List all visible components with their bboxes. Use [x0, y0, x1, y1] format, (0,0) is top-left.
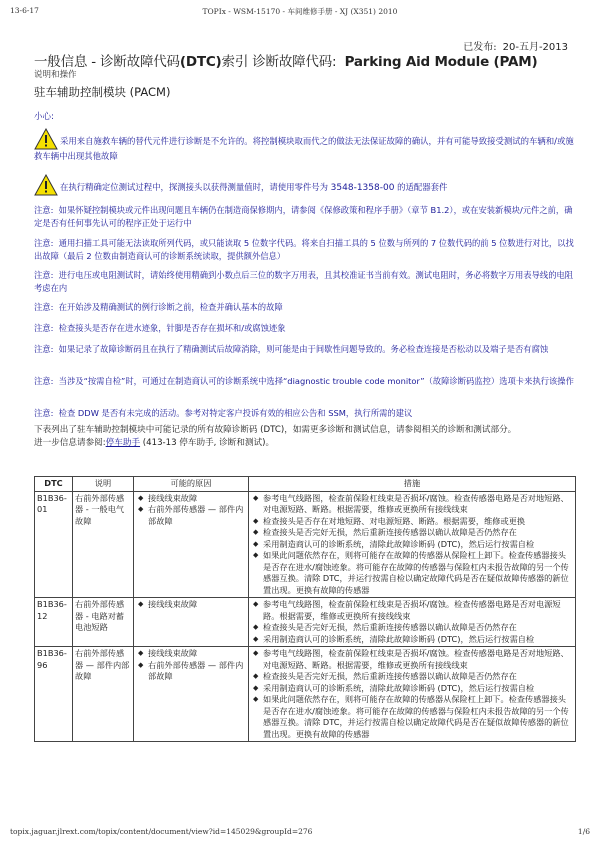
cause-item: ◆ 右前外部传感器 — 部件内部故障 — [136, 504, 246, 527]
action-item: ◆ 参考电气线路图，检查前保险杠线束是否损坏/腐蚀。检查传感器电路是否对地短路、对电源短路、断路。根据需要，维修或更换所有接线线束 — [251, 493, 573, 516]
action-item: ◆ 采用制造商认可的诊断系统，清除此故障诊断码 (DTC)，然后运行按需自检 — [251, 539, 573, 551]
col-header-description: 说明 — [73, 477, 134, 492]
title-dtc: (DTC) — [179, 54, 222, 70]
note-3: 注意: 进行电压或电阻测试时，请始终使用精确到小数点后三位的数字万用表，且其校准证书当前有效。测试电阻时，务必将数字万用表导线的电阻考虑在内 — [34, 270, 574, 293]
note-4: 注意: 在开始涉及精确测试的例行诊断之前，检查并确认基本的故障 — [34, 302, 283, 312]
note-1: 注意: 如果怀疑控制模块或元件出现问题且车辆仍在制造商保修期内，请参阅《保修政策和程序手册》（章节 B1.2），或在安装新模块/元件之前，确定是否有任何事先认可的程序正处于运行中 — [34, 205, 573, 228]
table-row — [35, 647, 576, 742]
title-middle: 索引 诊断故障代码: — [221, 54, 337, 70]
title-prefix: 一般信息 - 诊断故障代码 — [34, 54, 180, 70]
table-header-row — [35, 477, 576, 492]
dtc-code: B1B36-96 — [35, 647, 73, 742]
published-date: 20-五月-2013 — [502, 42, 568, 53]
dtc-actions — [249, 647, 576, 742]
intro-text — [34, 424, 574, 449]
dtc-description: 右前外部传感器 — 部件内部故障 — [73, 647, 134, 742]
note-7: 注意: 当涉及“按需自检”时，可通过在制造商认可的诊断系统中选择“diagnostic trouble code monitor”（故障诊断码监控）选项卡来执行该操作 — [34, 376, 574, 386]
header-date: 13-6-17 — [10, 6, 39, 15]
warning-2-part-number: 3548-1358-00 — [330, 183, 395, 193]
action-item: ◆ 检查接头是否完好无损，然后重新连接传感器以确认故障是否仍然存在 — [251, 622, 573, 634]
cause-item: ◆ 接线线束故障 — [136, 493, 246, 505]
print-header — [10, 6, 590, 18]
action-item: ◆ 检查接头是否存在对地短路、对电源短路、断路。根据需要，维修或更换 — [251, 516, 573, 528]
module-heading: 驻车辅助控制模块 (PACM) — [34, 85, 171, 99]
page-number: 1/6 — [577, 827, 590, 836]
intro-line-1: 下表列出了驻车辅助控制模块中可能记录的所有故障诊断码 (DTC)，如需更多诊断和测试信息，请参阅相关的诊断和测试部分。 — [34, 425, 517, 435]
parking-aid-link[interactable]: 停车助手 — [105, 437, 141, 448]
intro-line-2: 进一步信息请参阅:停车助手 (413-13 停车助手, 诊断和测试)。 — [34, 437, 275, 448]
action-item: ◆ 采用制造商认可的诊断系统，清除此故障诊断码 (DTC)，然后运行按需自检 — [251, 683, 573, 695]
warning-triangle-icon — [34, 174, 58, 196]
published-label: 已发布: — [463, 42, 497, 53]
action-item: ◆ 检查接头是否完好无损，然后重新连接传感器以确认故障是否仍然存在 — [251, 671, 573, 683]
dtc-causes — [134, 647, 249, 742]
warning-1 — [34, 128, 574, 162]
note-8: 注意: 检查 DDW 是否有未完成的活动。参考对特定客户投诉有效的相应公告和 SSM，执行所需的建议 — [34, 408, 413, 418]
action-item: ◆ 采用制造商认可的诊断系统，清除此故障诊断码 (DTC)，然后运行按需自检 — [251, 634, 573, 646]
dtc-table — [34, 476, 576, 742]
note-5: 注意: 检查接头是否存在进水迹象，针脚是否存在损坏和/或腐蚀迹象 — [34, 323, 286, 333]
col-header-action: 措施 — [249, 477, 576, 492]
dtc-code: B1B36-01 — [35, 491, 73, 598]
col-header-cause: 可能的原因 — [134, 477, 249, 492]
cause-item: ◆ 接线线束故障 — [136, 599, 246, 611]
dtc-actions — [249, 491, 576, 598]
table-row — [35, 598, 576, 647]
warning-1-text: 采用来自施救车辆的替代元件进行诊断是不允许的。将控制模块取而代之的做法无法保证故障的确认，并有可能导致接受测试的车辆和/或施救车辆中出现其他故障 — [34, 136, 574, 161]
warning-2 — [34, 174, 574, 196]
note-2: 注意: 通用扫描工具可能无法读取所列代码，或只能读取 5 位数字代码。将来自扫描工具的 5 位数与所列的 7 位数代码的前 5 位数进行对比，以找出故障（最后 2 位数由制造商认可的诊断系统读取，提供额外信息） — [34, 238, 574, 261]
action-item: ◆ 参考电气线路图，检查前保险杠线束是否损坏/腐蚀。检查传感器电路是否对电源短路。根据需要，维修或更换所有接线线束 — [251, 599, 573, 622]
warning-2-text: 在执行精确定位测试过程中，探测接头以获得测量值时，请使用零件号为 — [60, 182, 328, 192]
careful-label: 小心: — [34, 112, 54, 122]
action-item: ◆ 如果此问题依然存在，则将可能存在故障的传感器从保险杠上卸下。检查传感器接头是否存在进水/腐蚀迹象。将可能存在故障的传感器与保险杠内未报告故障的另一个传感器互换。清除 DTC，并运行按需自检以确定故障代码是否在疑似故障传感器的新位置出现。更换有故障的传感器 — [251, 694, 573, 740]
dtc-causes — [134, 598, 249, 647]
action-item: ◆ 如果此问题依然存在，则将可能存在故障的传感器从保险杠上卸下。检查传感器接头是否存在进水/腐蚀迹象。将可能存在故障的传感器与保险杠内未报告故障的另一个传感器互换。清除 DTC，并运行按需自检以确定故障代码是否在疑似故障传感器的新位置出现。更换有故障的传感器 — [251, 550, 573, 596]
page-title — [34, 50, 594, 70]
note-7-ref: diagnostic trouble code monitor — [287, 376, 421, 386]
col-header-dtc: DTC — [35, 477, 73, 492]
cause-item: ◆ 右前外部传感器 — 部件内部故障 — [136, 660, 246, 683]
action-item: ◆ 检查接头是否完好无损，然后重新连接传感器以确认故障是否仍然存在 — [251, 527, 573, 539]
dtc-description: 右前外部传感器 - 一般电气故障 — [73, 491, 134, 598]
table-row — [35, 491, 576, 598]
dtc-description: 右前外部传感器 - 电路对蓄电池短路 — [73, 598, 134, 647]
header-title: TOPIx - WSM-15170 - 车间维修手册 - XJ (X351) 2010 — [202, 7, 398, 16]
dtc-actions — [249, 598, 576, 647]
note-6: 注意: 如果记录了故障诊断码且在执行了精确测试后故障消除，则可能是由于间歇性问题导致的。务必检查连接是否松动以及端子是否有腐蚀 — [34, 344, 549, 354]
warning-triangle-icon — [34, 128, 58, 150]
cause-item: ◆ 接线线束故障 — [136, 648, 246, 660]
page-subtitle: 说明和操作 — [34, 70, 77, 80]
dtc-code: B1B36-12 — [35, 598, 73, 647]
footer-url[interactable]: topix.jaguar.jlrext.com/topix/content/document/view?id=145029&groupId=276 — [10, 827, 313, 836]
warning-2-tail: 的适配器套件 — [397, 182, 448, 192]
action-item: ◆ 参考电气线路图，检查前保险杠线束是否损坏/腐蚀。检查传感器电路是否对地短路、对电源短路、断路。根据需要，维修或更换所有接线线束 — [251, 648, 573, 671]
note-1-ref: B1.2 — [430, 205, 450, 215]
dtc-causes — [134, 491, 249, 598]
title-module: Parking Aid Module (PAM) — [344, 54, 538, 70]
print-footer — [10, 827, 590, 839]
